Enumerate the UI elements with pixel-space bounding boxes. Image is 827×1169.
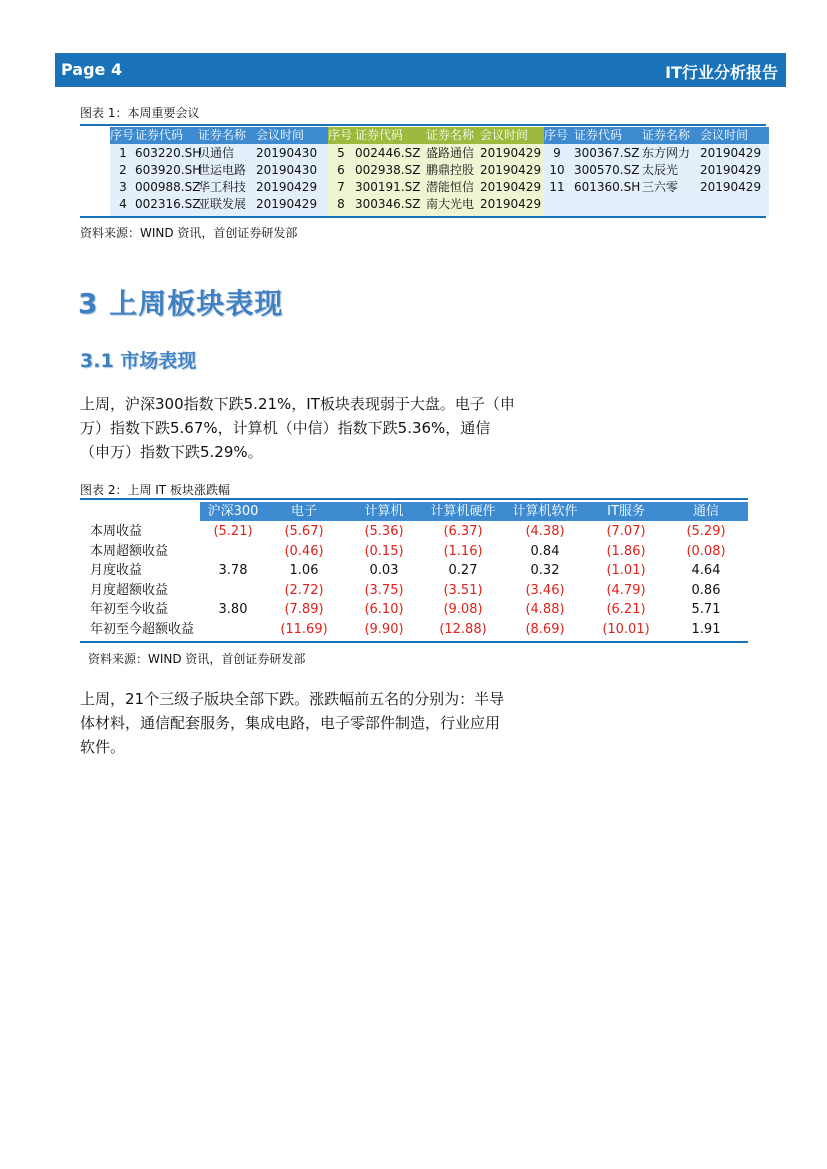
meetings-cell: 000988.SZ: [135, 180, 201, 194]
paragraph-line: 软件。: [80, 738, 126, 756]
meetings-column-header: 会议时间: [256, 128, 305, 142]
returns-row-label: 月度超额收益: [90, 582, 169, 598]
meetings-cell: 1: [119, 146, 127, 160]
meetings-cell: 002316.SZ: [135, 197, 201, 211]
returns-column-header: IT服务: [607, 504, 645, 519]
meetings-cell: 300191.SZ: [355, 180, 421, 194]
meetings-column-header: 会议时间: [480, 128, 529, 142]
returns-cell: (0.08): [686, 543, 726, 559]
returns-cell: (3.46): [525, 582, 565, 598]
meetings-cell: 南大光电: [426, 197, 475, 211]
paragraph-line: （申万）指数下跌5.29%。: [80, 443, 263, 461]
returns-cell: (0.15): [364, 543, 404, 559]
returns-cell: (4.38): [525, 524, 565, 539]
table1-top-rule: [80, 124, 766, 126]
meetings-cell: 太辰光: [642, 163, 679, 177]
meetings-cell: 东方网力: [642, 146, 691, 160]
returns-cell: 5.71: [691, 602, 721, 617]
meetings-cell: 20190430: [256, 146, 318, 160]
meetings-column-header: 序号: [328, 128, 353, 142]
table1-source: 资料来源：WIND 资讯，首创证券研发部: [80, 226, 298, 240]
meetings-cell: 亚联发展: [198, 197, 247, 211]
returns-cell: (0.46): [284, 543, 324, 559]
returns-row-label: 本周收益: [90, 524, 143, 539]
returns-cell: (10.01): [602, 621, 650, 637]
returns-cell: (7.07): [606, 524, 646, 539]
meetings-cell: 601360.SH: [574, 180, 641, 194]
meetings-column-header: 序号: [544, 128, 569, 142]
meetings-cell: 20190429: [480, 146, 542, 160]
returns-cell: (1.16): [443, 543, 483, 559]
returns-cell: (2.72): [284, 582, 324, 598]
paragraph-line: 万）指数下跌5.67%，计算机（中信）指数下跌5.36%，通信: [80, 419, 491, 437]
meetings-cell: 贝通信: [198, 146, 235, 160]
paragraph-line: 上周，21个三级子版块全部下跌。涨跌幅前五名的分别为：半导: [80, 690, 505, 708]
table1-bottom-rule: [80, 216, 766, 218]
meetings-cell: 4: [119, 197, 127, 211]
table2-source: 资料来源：WIND 资讯，首创证券研发部: [88, 652, 306, 666]
returns-cell: (12.88): [439, 621, 487, 637]
meetings-cell: 20190429: [256, 180, 318, 194]
meetings-cell: 300570.SZ: [574, 163, 640, 177]
returns-column-header: 计算机软件: [512, 504, 578, 519]
returns-cell: 1.06: [289, 563, 319, 578]
meetings-cell: 5: [337, 146, 345, 160]
section-3-title: 3 上周板块表现: [78, 287, 284, 320]
returns-cell: 3.80: [218, 602, 248, 617]
meetings-column-header: 证券名称: [426, 128, 475, 142]
returns-cell: (11.69): [280, 621, 328, 637]
returns-cell: 4.64: [691, 563, 721, 578]
returns-cell: 0.84: [530, 543, 560, 559]
meetings-column-header: 证券名称: [198, 128, 247, 142]
meetings-cell: 20190429: [700, 146, 762, 160]
meetings-cell: 10: [549, 163, 565, 177]
meetings-cell: 002446.SZ: [355, 146, 421, 160]
returns-cell: (6.10): [364, 602, 404, 617]
table2-top-rule: [80, 498, 748, 500]
returns-column-header: 沪深300: [207, 504, 259, 519]
returns-cell: (1.86): [606, 543, 646, 559]
page-number: Page 4: [61, 60, 123, 79]
returns-cell: 3.78: [218, 563, 248, 578]
returns-row-label: 年初至今超额收益: [90, 621, 195, 637]
meetings-cell: 11: [549, 180, 565, 194]
meetings-cell: 2: [119, 163, 127, 177]
report-title: IT行业分析报告: [665, 63, 778, 82]
returns-cell: (6.21): [606, 602, 646, 617]
meetings-cell: 9: [553, 146, 561, 160]
returns-column-header: 通信: [692, 504, 719, 519]
returns-cell: (9.90): [364, 621, 404, 637]
meetings-cell: 7: [337, 180, 345, 194]
meetings-block: [544, 127, 769, 216]
meetings-column-header: 证券代码: [135, 128, 184, 142]
meetings-block: [328, 127, 544, 216]
section-3-1-title: 3.1 市场表现: [80, 350, 197, 372]
returns-cell: (4.88): [525, 602, 565, 617]
paragraph-line: 体材料，通信配套服务，集成电路，电子零部件制造，行业应用: [80, 714, 501, 732]
meetings-cell: 603920.SH: [135, 163, 202, 177]
returns-cell: (1.01): [606, 563, 646, 578]
returns-cell: 0.86: [691, 582, 721, 598]
table2-bottom-rule: [80, 641, 748, 643]
meetings-cell: 世运电路: [198, 163, 247, 177]
meetings-cell: 300367.SZ: [574, 146, 640, 160]
meetings-column-header: 会议时间: [700, 128, 749, 142]
meetings-column-header: 证券代码: [355, 128, 404, 142]
meetings-column-header: 证券代码: [574, 128, 623, 142]
meetings-cell: 20190429: [256, 197, 318, 211]
meetings-cell: 300346.SZ: [355, 197, 421, 211]
meetings-block: [110, 127, 328, 216]
page-header: [55, 53, 786, 87]
meetings-cell: 潜能恒信: [426, 180, 475, 194]
meetings-column-header: 序号: [110, 128, 135, 142]
meetings-cell: 20190429: [480, 197, 542, 211]
meetings-cell: 三六零: [642, 180, 679, 194]
returns-cell: (3.51): [443, 582, 483, 598]
meetings-column-header: 证券名称: [642, 128, 691, 142]
returns-cell: 1.91: [691, 621, 721, 637]
returns-cell: (3.75): [364, 582, 404, 598]
returns-row-label: 本周超额收益: [90, 543, 169, 559]
paragraph-line: 上周，沪深300指数下跌5.21%，IT板块表现弱于大盘。电子（申: [80, 395, 515, 413]
returns-cell: (7.89): [284, 602, 324, 617]
returns-cell: (4.79): [606, 582, 646, 598]
returns-cell: (8.69): [525, 621, 565, 637]
table2-caption: 图表 2：上周 IT 板块涨跌幅: [80, 483, 230, 497]
meetings-cell: 002938.SZ: [355, 163, 421, 177]
meetings-cell: 盛路通信: [426, 146, 475, 160]
returns-column-header: 电子: [290, 504, 317, 519]
meetings-cell: 8: [337, 197, 345, 211]
meetings-cell: 20190429: [480, 180, 542, 194]
table1-caption: 图表 1：本周重要会议: [80, 106, 200, 120]
meetings-cell: 鹏鼎控股: [426, 163, 475, 177]
returns-row-label: 月度收益: [90, 563, 143, 578]
market-paragraph: [80, 392, 555, 464]
returns-cell: (6.37): [443, 524, 483, 539]
returns-cell: (5.67): [284, 524, 324, 539]
meetings-cell: 20190429: [700, 163, 762, 177]
returns-cell: 0.03: [369, 563, 399, 578]
meetings-cell: 20190429: [480, 163, 542, 177]
meetings-cell: 6: [337, 163, 345, 177]
returns-cell: (5.29): [686, 524, 726, 539]
returns-cell: 0.32: [530, 563, 560, 578]
returns-cell: (5.36): [364, 524, 404, 539]
returns-cell: (9.08): [443, 602, 483, 617]
meetings-cell: 603220.SH: [135, 146, 202, 160]
returns-column-header: 计算机硬件: [430, 504, 496, 519]
meetings-cell: 20190429: [700, 180, 762, 194]
meetings-cell: 20190430: [256, 163, 318, 177]
returns-column-header: 计算机: [364, 504, 404, 519]
meetings-cell: 3: [119, 180, 127, 194]
meetings-cell: 华工科技: [198, 180, 247, 194]
sector-paragraph: [80, 687, 555, 759]
returns-row-label: 年初至今收益: [90, 602, 169, 617]
returns-cell: (5.21): [213, 524, 253, 539]
returns-cell: 0.27: [448, 563, 478, 578]
